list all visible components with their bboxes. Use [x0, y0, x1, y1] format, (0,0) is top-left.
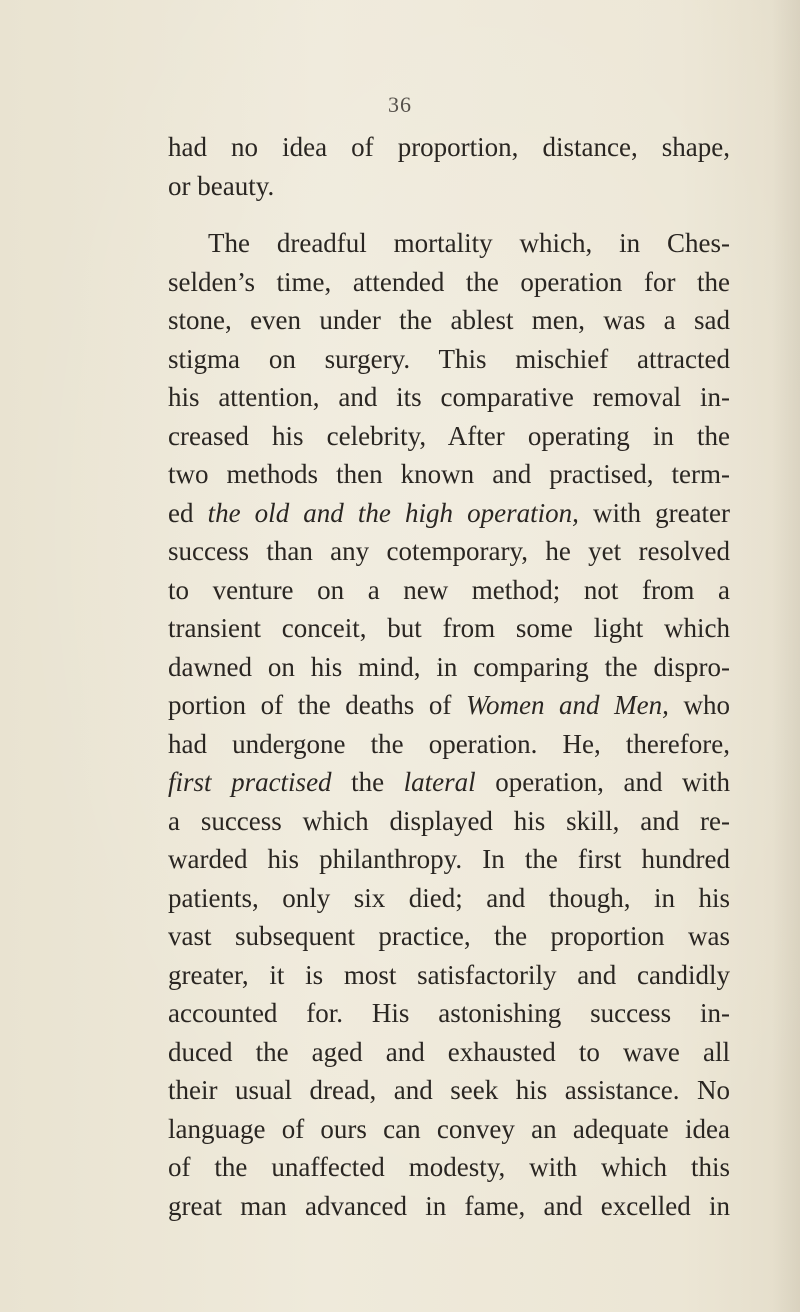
- text-run: his attention, and its comparative removal in-: [168, 382, 730, 412]
- text-run: greater, it is most satisfactorily and candidly: [168, 959, 730, 990]
- text-run: great man advanced in fame, and excelled in: [168, 1190, 730, 1221]
- text-run: vast subsequent practice, the proportion was: [168, 921, 730, 951]
- text-run: operation, and with: [475, 767, 730, 797]
- text-line: [168, 224, 730, 263]
- text-line: [168, 378, 730, 417]
- text-line: [168, 648, 730, 687]
- text-run: selden’s time, attended the operation for the: [168, 266, 730, 297]
- text-run: two methods then known and practised, term-: [168, 459, 730, 489]
- text-run: creased his celebrity, After operating in the: [168, 420, 730, 451]
- text-line: [168, 956, 730, 995]
- text-run: duced the aged and exhausted to wave all: [168, 1036, 730, 1067]
- text-line: [168, 686, 730, 725]
- text-run: portion of the deaths of: [168, 690, 466, 720]
- text-run: language of ours can convey an adequate idea: [168, 1113, 730, 1144]
- text-run: transient conceit, but from some light which: [168, 613, 730, 643]
- italic-phrase: the old and the high operation,: [207, 497, 579, 528]
- text-line: [168, 840, 730, 879]
- text-line: [168, 609, 730, 648]
- italic-phrase: Women and Men,: [465, 690, 669, 720]
- text-line: [168, 763, 730, 802]
- italic-phrase: lateral: [403, 767, 476, 797]
- text-line: [168, 879, 730, 918]
- text-line: [168, 455, 730, 494]
- text-run: a success which displayed his skill, and re-: [168, 805, 730, 836]
- text-run: patients, only six died; and though, in his: [168, 882, 730, 913]
- text-run: accounted for. His astonishing success in-: [168, 998, 730, 1028]
- text-line: [168, 301, 730, 340]
- text-line: [168, 1071, 730, 1110]
- text-line: [168, 571, 730, 610]
- text-run: The dreadful mortality which, in Ches-: [208, 228, 730, 258]
- text-run: of the unaffected modesty, with which this: [168, 1152, 730, 1182]
- body-text: [168, 128, 730, 1225]
- text-line: [168, 494, 730, 533]
- paragraph: [168, 128, 730, 205]
- text-run: had undergone the operation. He, therefore,: [168, 728, 730, 759]
- text-line: [168, 263, 730, 302]
- text-line: [168, 532, 730, 571]
- text-line: [168, 1033, 730, 1072]
- italic-phrase: first practised: [168, 767, 332, 797]
- text-run: with greater: [578, 497, 731, 528]
- text-run: to venture on a new method; not from a: [168, 574, 730, 605]
- text-line: [168, 802, 730, 841]
- page-number: 36: [388, 92, 412, 117]
- text-line: [168, 917, 730, 956]
- page-edge-shadow: [772, 0, 800, 1312]
- paragraph: [168, 224, 730, 1225]
- text-run: or beauty.: [168, 170, 275, 201]
- text-line: [168, 994, 730, 1033]
- text-run: their usual dread, and seek his assistance. No: [168, 1075, 730, 1105]
- text-line: [168, 417, 730, 456]
- text-line: [168, 340, 730, 379]
- text-run: who: [668, 690, 730, 720]
- text-line: [168, 1187, 730, 1226]
- text-line: [168, 1110, 730, 1149]
- text-line: [168, 167, 730, 206]
- text-line: [168, 725, 730, 764]
- text-run: ed: [168, 497, 208, 528]
- text-run: dawned on his mind, in comparing the dispro-: [168, 651, 730, 682]
- text-run: warded his philanthropy. In the first hundred: [168, 844, 730, 874]
- text-line: [168, 1148, 730, 1187]
- text-line: [168, 128, 730, 167]
- text-run: stone, even under the ablest men, was a sad: [168, 305, 730, 335]
- text-run: the: [331, 767, 404, 797]
- text-run: success than any cotemporary, he yet resolved: [168, 536, 730, 566]
- text-run: stigma on surgery. This mischief attracted: [168, 343, 730, 374]
- text-run: had no idea of proportion, distance, shape,: [168, 132, 730, 162]
